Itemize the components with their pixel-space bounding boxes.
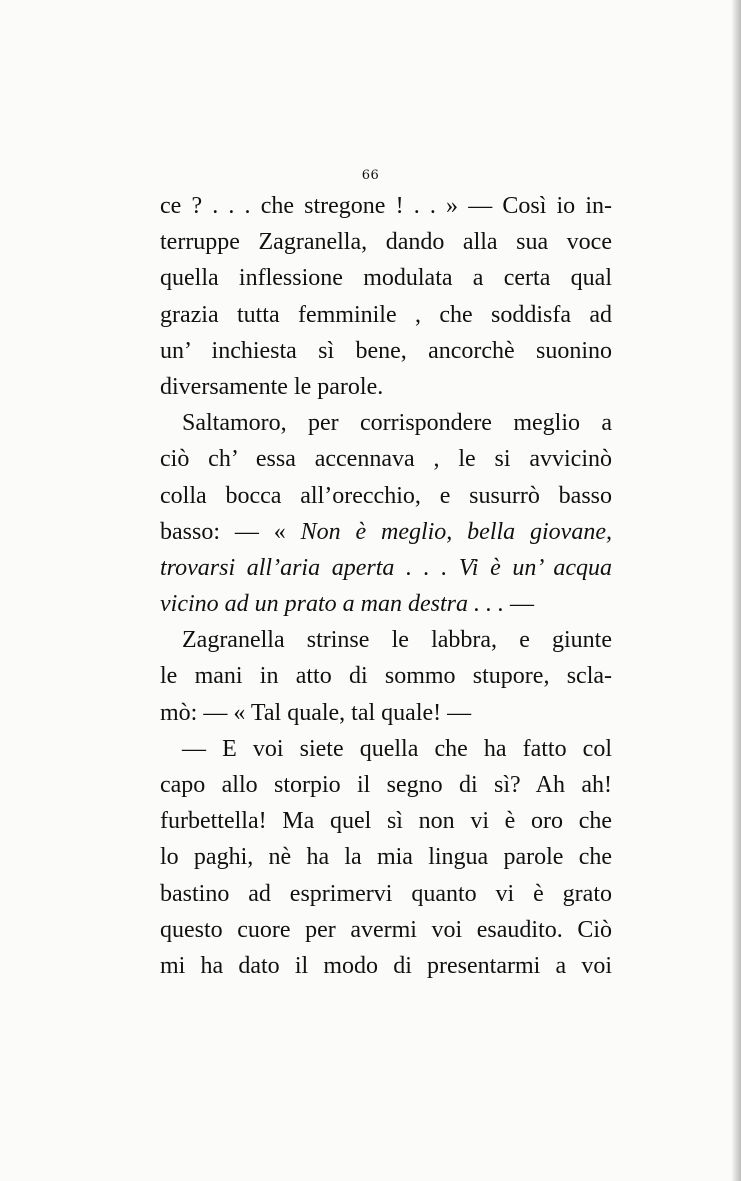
italic-span: trovarsi all’aria aperta . . . Vi è un’ acqua [160,554,612,581]
text-line: ce ? . . . che stregone ! . . » — Così io in- [160,193,612,219]
text-line: quella inflessione modulata a certa qual [160,265,612,292]
text-line [160,550,612,586]
text-span: basso: — « [160,518,301,545]
text-line: grazia tutta femminile , che soddisfa ad [160,301,612,328]
text-line: mi ha dato il modo di presentarmi a voi [160,952,612,979]
text-line: — E voi siete quella che ha fatto col [182,735,612,762]
text-line: colla bocca all’orecchio, e susurrò basso [160,482,612,509]
text-line: bastino ad esprimervi quanto vi è grato [160,880,612,907]
page-number: 66 [361,168,380,183]
italic-span: Non è meglio, bella giovane, [300,518,612,545]
text-line: Zagranella strinse le labbra, e giunte [182,627,612,654]
text-line: furbettella! Ma quel sì non vi è oro che [160,808,612,835]
text-line: ciò ch’ essa accennava , le si avvicinò [160,446,612,473]
text-line: un’ inchiesta sì bene, ancorchè suonino [160,337,612,364]
text-line: questo cuore per avermi voi esaudito. Ciò [160,916,612,943]
text-line: mò: — « Tal quale, tal quale! — [160,699,472,726]
body-text [160,188,612,984]
text-line: diversamente le parole. [160,373,384,400]
text-line: le mani in atto di sommo stupore, scla- [160,663,612,690]
text-line [160,514,612,550]
italic-span: vicino ad un prato a man destra . . . [160,591,510,618]
text-line [160,586,612,622]
text-line: terruppe Zagranella, dando alla sua voce [160,229,612,256]
text-line: lo paghi, nè ha la mia lingua parole che [160,844,612,871]
text-span: — [509,591,534,618]
text-line: capo allo storpio il segno di sì? Ah ah! [160,772,612,798]
text-line: Saltamoro, per corrispondere meglio a [182,410,612,437]
